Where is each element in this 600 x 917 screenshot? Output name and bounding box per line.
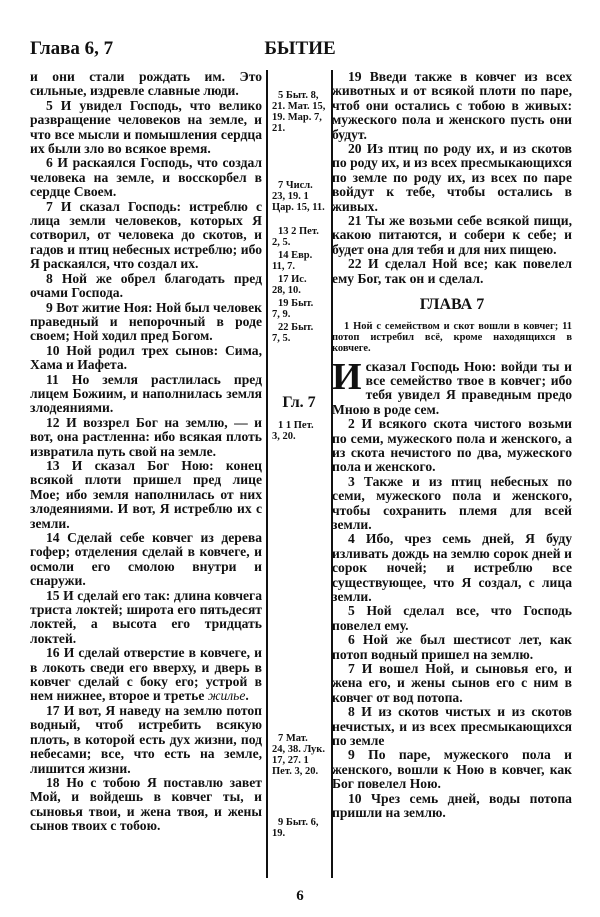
verse-number: 13	[46, 457, 60, 473]
page-number: 6	[296, 888, 304, 904]
ref-rest: 11, 7.	[272, 261, 296, 272]
verse-text: И сказал Господь: истреблю с лица земли человеков, которых Я сотворил, от человека до скотов, и гадов и птиц небесных истреблю; ибо Я раскаялся, что создал их.	[30, 198, 262, 272]
column-rule-left	[266, 70, 268, 878]
verse-text: Введи также в ковчег из всех животных и от всякой плоти по паре, чтоб они остались с тобою в живых: мужеского пола и женского пусть они будут.	[332, 69, 572, 142]
verse-number: 14	[46, 530, 60, 545]
verse-text: сказал Господь Ною: войди ты и все семейство твое в ковчег; ибо тебя увидел Я праведным предо Мною в роде сем.	[332, 358, 572, 417]
chapter-heading: ГЛАВА 7	[419, 296, 485, 314]
verse-text: И воззрел Бог на землю, — и вот, она растленна: ибо всякая плоть извратила путь свой на земле.	[30, 414, 262, 459]
verse-text: Ной же был шестисот лет, как потоп водный пришел на землю.	[332, 632, 572, 662]
cross-reference	[272, 817, 328, 839]
right-text-column	[332, 70, 572, 821]
margin-chapter-label: Гл. 7	[282, 394, 316, 411]
ref-lead: 7 Числ.	[278, 180, 313, 191]
verse-number: 6	[46, 155, 53, 171]
verse-text: И вошел Ной, и сыновья его, и жена его, и жены сынов его с ним в ковчег от вод потопа.	[332, 661, 572, 705]
cross-reference	[272, 733, 328, 777]
verse-7-8	[332, 705, 572, 748]
verse-6-12	[30, 416, 262, 459]
verse-text: Ной же обрел благодать пред очами Господа.	[30, 270, 262, 301]
verse-7-3	[332, 475, 572, 533]
ref-lead: 1 1 Пет.	[278, 420, 314, 431]
ref-rest: 23, 19. 1 Цар. 15, 11.	[272, 191, 325, 213]
verse-text: Ной сделал все, что Господь повелел ему.	[332, 603, 572, 633]
verse-text: Из птиц по роду их, и из скотов по роду их, и из всех пресмыкающихся по земле по роду их, из всех по паре войдут к тебе, чтобы остались в живых.	[332, 141, 572, 214]
verse-text: И увидел Господь, что велико развращение человеков на земле, и что все мысли и помышления сердца их были зло во всякое время.	[30, 97, 262, 157]
verse-6-13	[30, 459, 262, 531]
chapter-summary: 1 Ной с семейством и скот вошли в ковчег; 11 потоп истребил всё, кроме находящихся в ковчеге.	[332, 320, 572, 354]
ref-rest: 28, 10.	[272, 285, 301, 296]
verse-number: 20	[348, 141, 362, 157]
verse-7-4	[332, 532, 572, 604]
verse-6-10	[30, 344, 262, 373]
verse-text: Ной родил трех сынов: Сима, Хама и Иафета.	[30, 342, 262, 373]
verse-text: И всякого скота чистого возьми по семи, мужеского пола и женского, а из скота нечистого по два, мужеского пола и женского.	[332, 416, 572, 475]
verse-6-5	[30, 99, 262, 157]
verse-italic-word: жилье	[207, 688, 246, 704]
verse-number: 9	[348, 747, 355, 763]
verse-end-punct: .	[245, 688, 249, 704]
ref-rest: 7, 9.	[272, 309, 291, 320]
verse-number: 5	[348, 603, 355, 619]
verse-number: 11	[46, 371, 59, 387]
verse-number: 8	[46, 270, 53, 286]
left-text-column	[30, 70, 262, 834]
verse-text: И раскаялся Господь, что создал человека на земле, и восскорбел в сердце Своем.	[30, 155, 262, 200]
verse-number: 7	[46, 198, 53, 214]
verse-text: Чрез семь дней, воды потопа пришли на землю.	[332, 790, 572, 821]
verse-number: 10	[46, 342, 60, 358]
verse-number: 4	[348, 531, 355, 547]
ref-lead: 9 Быт. 6,	[278, 817, 319, 828]
verse-number: 5	[46, 97, 53, 113]
ref-rest: 19.	[272, 828, 286, 839]
cross-reference	[272, 420, 328, 442]
verse-number: 3	[348, 473, 355, 489]
ref-lead: 17 Ис.	[278, 274, 307, 285]
cross-reference	[272, 274, 328, 296]
verse-number: 6	[348, 632, 355, 648]
verse-text: И из скотов чистых и из скотов нечистых, и из всех пресмыкающихся по земле	[332, 704, 572, 749]
verse-continuation: и они стали рождать им. Это сильные, издревле славные люди.	[30, 69, 262, 99]
verse-6-15	[30, 589, 262, 647]
verse-text: Сделай себе ковчег из дерева гофер; отделения сделай в ковчеге, и осмоли его смолою внутри и снаружи.	[30, 530, 262, 589]
cross-reference	[272, 322, 328, 344]
margin-references	[272, 0, 328, 917]
verse-6-8	[30, 272, 262, 301]
verse-6-19	[332, 70, 572, 142]
verse-number: 21	[348, 213, 362, 229]
ref-lead: 5 Быт. 8,	[278, 90, 319, 101]
ref-rest: 24, 38. Лук. 17, 27. 1 Пет. 3, 20.	[272, 744, 325, 777]
verse-number: 10	[348, 790, 362, 806]
ref-lead: 13 2 Пет.	[278, 226, 319, 237]
cross-reference	[272, 180, 328, 213]
ref-lead: 14 Евр.	[278, 250, 313, 261]
verse-6-22	[332, 257, 572, 286]
verse-7-5	[332, 604, 572, 633]
ref-lead: 7 Мат.	[278, 733, 308, 744]
verse-7-10	[332, 792, 572, 821]
verse-text: И сделай его так: длина ковчега триста локтей; широта его пятьдесят локтей, а высота его тридцать локтей.	[30, 587, 263, 646]
ref-rest: 2, 5.	[272, 237, 291, 248]
ref-lead: 19 Быт.	[278, 298, 314, 309]
ref-rest: 7, 5.	[272, 333, 291, 344]
verse-7-1	[332, 355, 572, 418]
verse-text: Ибо, чрез семь дней, Я буду изливать дождь на землю сорок дней и сорок ночей; и истреблю все существующее, что Я создал, с лица земли.	[332, 531, 572, 604]
verse-number: 2	[348, 416, 355, 432]
verse-number: 18	[46, 774, 60, 790]
verse-6-17	[30, 704, 262, 776]
verse-7-7	[332, 662, 572, 705]
cross-reference	[272, 226, 328, 248]
cross-reference	[272, 250, 328, 272]
verse-7-6	[332, 633, 572, 662]
verse-6-9	[30, 301, 262, 344]
ref-rest: 3, 20.	[272, 431, 296, 442]
verse-6-7	[30, 200, 262, 272]
verse-7-2	[332, 417, 572, 475]
verse-number: 16	[46, 645, 60, 661]
ref-lead: 22 Быт.	[278, 322, 314, 333]
verse-6-16	[30, 646, 262, 704]
verse-number: 8	[348, 704, 355, 720]
verse-text: И сделай отверстие в ковчеге, и в локоть сведи его вверху, и дверь в ковчег сделай с боку его; устрой в нем нижнее, второе и третье	[30, 645, 262, 704]
verse-text: И сделал Ной все; как повелел ему Бог, так он и сделал.	[332, 256, 572, 286]
verse-text: И сказал Бог Ною: конец всякой плоти пришел пред лице Мое; ибо земля наполнилась от них злодеяниями. И вот, Я истреблю их с земли.	[30, 457, 262, 531]
verse-6-11	[30, 373, 262, 416]
running-head-chapter: Глава 6, 7	[30, 38, 114, 59]
verse-text: Вот житие Ноя: Ной был человек праведный и непорочный в роде своем; Ной ходил пред Богом.	[30, 299, 263, 344]
verse-number: 19	[348, 69, 362, 84]
running-head-book-title: БЫТИЕ	[264, 38, 336, 59]
verse-text: И вот, Я наведу на землю потоп водный, чтоб истребить всякую плоть, в которой есть дух жизни, под небесами; все, что есть на земле, лишится жизни.	[30, 702, 262, 776]
verse-6-14	[30, 531, 262, 589]
verse-number: 15	[46, 587, 60, 603]
cross-reference	[272, 90, 328, 134]
verse-text: Но земля растлилась пред лицем Божиим, и наполнилась земля злодеяниями.	[30, 371, 262, 416]
verse-text: Но с тобою Я поставлю завет Мой, и войдешь в ковчег ты, и сыновья твои, и жена твоя, и жены сынов твоих с тобою.	[30, 774, 262, 834]
verse-text: Ты же возьми себе всякой пищи, какою питаются, и собери к себе; и будет она для тебя и для них пищею.	[332, 213, 572, 257]
verse-number: 17	[46, 702, 60, 718]
verse-6-21	[332, 214, 572, 257]
verse-number: 12	[46, 414, 60, 430]
verse-text: По паре, мужеского пола и женского, вошли к Ною в ковчег, как Бог повелел Ною.	[332, 747, 572, 792]
verse-number: 22	[348, 256, 362, 272]
verse-7-9	[332, 748, 572, 791]
verse-text: Также и из птиц небесных по семи, мужеского пола и женского, чтобы сохранить племя для всей земли.	[332, 473, 572, 532]
verse-6-20	[332, 142, 572, 214]
verse-6-18	[30, 776, 262, 834]
verse-number: 7	[348, 661, 355, 677]
verse-number: 9	[46, 299, 53, 315]
verse-6-6	[30, 156, 262, 199]
drop-cap: И	[332, 355, 362, 398]
ref-rest: 21. Мат. 15, 19. Мар. 7, 21.	[272, 101, 326, 134]
cross-reference	[272, 298, 328, 320]
